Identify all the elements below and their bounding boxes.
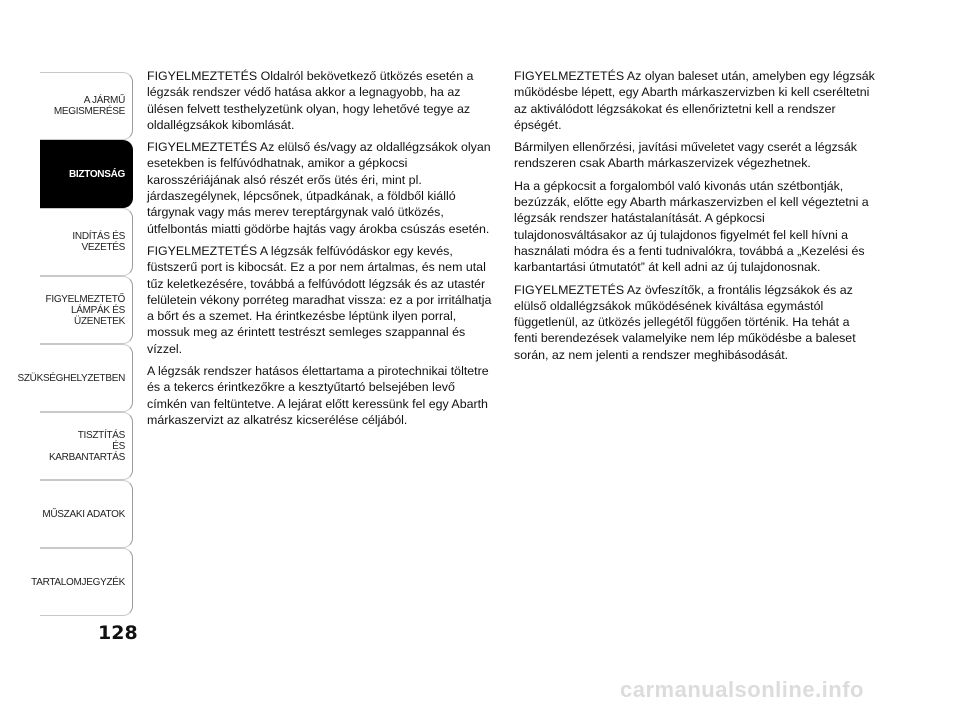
tab-label: INDÍTÁS ÉS VEZETÉS [72,231,125,253]
right-column [514,68,876,369]
paragraph: A légzsák rendszer hatásos élettartama a pirotechnikai töltetre és a tekercs érintkezőkre a kesztyűtartó belsejében levő címkén van feltüntetve. A lejárat előtt keressünk fel egy Abarth márkaszervizt az alkatrész kicserélése céljából. [147,364,489,427]
tab-maintenance[interactable] [40,412,133,480]
tab-label: A JÁRMŰ MEGISMERÉSE [53,95,125,117]
tab-starting-driving[interactable] [40,208,133,276]
paragraph: Bármilyen ellenőrzési, javítási műveletet vagy cserét a légzsák rendszeren csak Abarth márkaszervizek végezhetnek. [514,140,857,171]
paragraph: FIGYELMEZTETÉS A légzsák felfúvódáskor egy kevés, füstszerű port is kibocsát. Ez a por nem ártalmas, és nem utal tűz keletkezésére, továbbá a felfúvódott légzsák és az utastér felületein vékony porréteg maradhat vissza: ez a por irritálhatja a bőrt és a szemet. Ha érintkezésbe léptünk ilyen porral, mossuk meg az érintett testrészt semleges szappannal és vízzel. [147,243,492,356]
chapter-sidebar [17,72,133,616]
paragraph: FIGYELMEZTETÉS Az elülső és/vagy az oldallégzsákok olyan esetekben is felfúvódhatnak, amikor a gépkocsi karosszériájának alsó részét erős ütés éri, mint pl. járdaszegélynek, lépcsőnek, útpadkának, a földből kiálló tárgynak vagy más merev tereptárgynak való ütközés, útfelbontás miatti gödörbe hajtás vagy árokba csúszás esetén. [147,140,491,236]
watermark: carmanualsonline.info [620,677,864,702]
tab-technical-data[interactable] [40,480,133,548]
tab-warning-lights[interactable] [40,276,133,344]
tab-vehicle-overview[interactable] [40,72,133,140]
paragraph: FIGYELMEZTETÉS Az övfeszítők, a frontális légzsákok és az elülső oldallégzsákok működésének kiváltása egymástól függetlenül, az ütközés jellegétől függően történik. Ha tehát a fenti berendezések valamelyike nem lép működésbe a baleset során, az nem jelenti a rendszer meghibásodását. [514,282,856,362]
tab-safety[interactable] [40,140,133,208]
tab-index[interactable] [31,548,133,616]
tab-label: MŰSZAKI ADATOK [42,508,125,520]
tab-label: TISZTÍTÁS ÉS KARBANTARTÁS [48,429,125,463]
tab-label: SZÜKSÉGHELYZETBEN [17,372,125,384]
tab-label: TARTALOMJEGYZÉK [31,576,125,588]
tab-label: BIZTONSÁG [68,168,125,180]
tab-label: FIGYELMEZTETŐ LÁMPÁK ÉS ÜZENETEK [45,293,125,327]
paragraph: FIGYELMEZTETÉS Oldalról bekövetkező ütközés esetén a légzsák rendszer védő hatása akkor a legnagyobb, ha az ülésen felvett testhelyzetünk olyan, hogy lehetővé tegye az oldallégzsákok kibomlását. [147,69,474,132]
left-column [147,68,497,434]
paragraph: FIGYELMEZTETÉS Az olyan baleset után, amelyben egy légzsák működésbe lépett, egy Abarth márkaszervizben ki kell cseréltetni az aktiválódott légzsákokat és ellenőriztetni kell a rendszer épségét. [514,69,875,132]
tab-emergency[interactable] [17,344,133,412]
paragraph: Ha a gépkocsit a forgalomból való kivonás után szétbontják, bezúzzák, előtte egy Abarth márkaszervizben el kell végeztetni a légzsák rendszer hatástalanítását. A gépkocsi tulajdonosváltásakor az új tulajdonos figyelmét fel kell hívni a használati módra és a fenti tudnivalókra, továbbá a „Kezelési és karbantartási útmutatót” át kell adni az új tulajdonosnak. [514,178,869,275]
page-number: 128 [98,622,138,644]
